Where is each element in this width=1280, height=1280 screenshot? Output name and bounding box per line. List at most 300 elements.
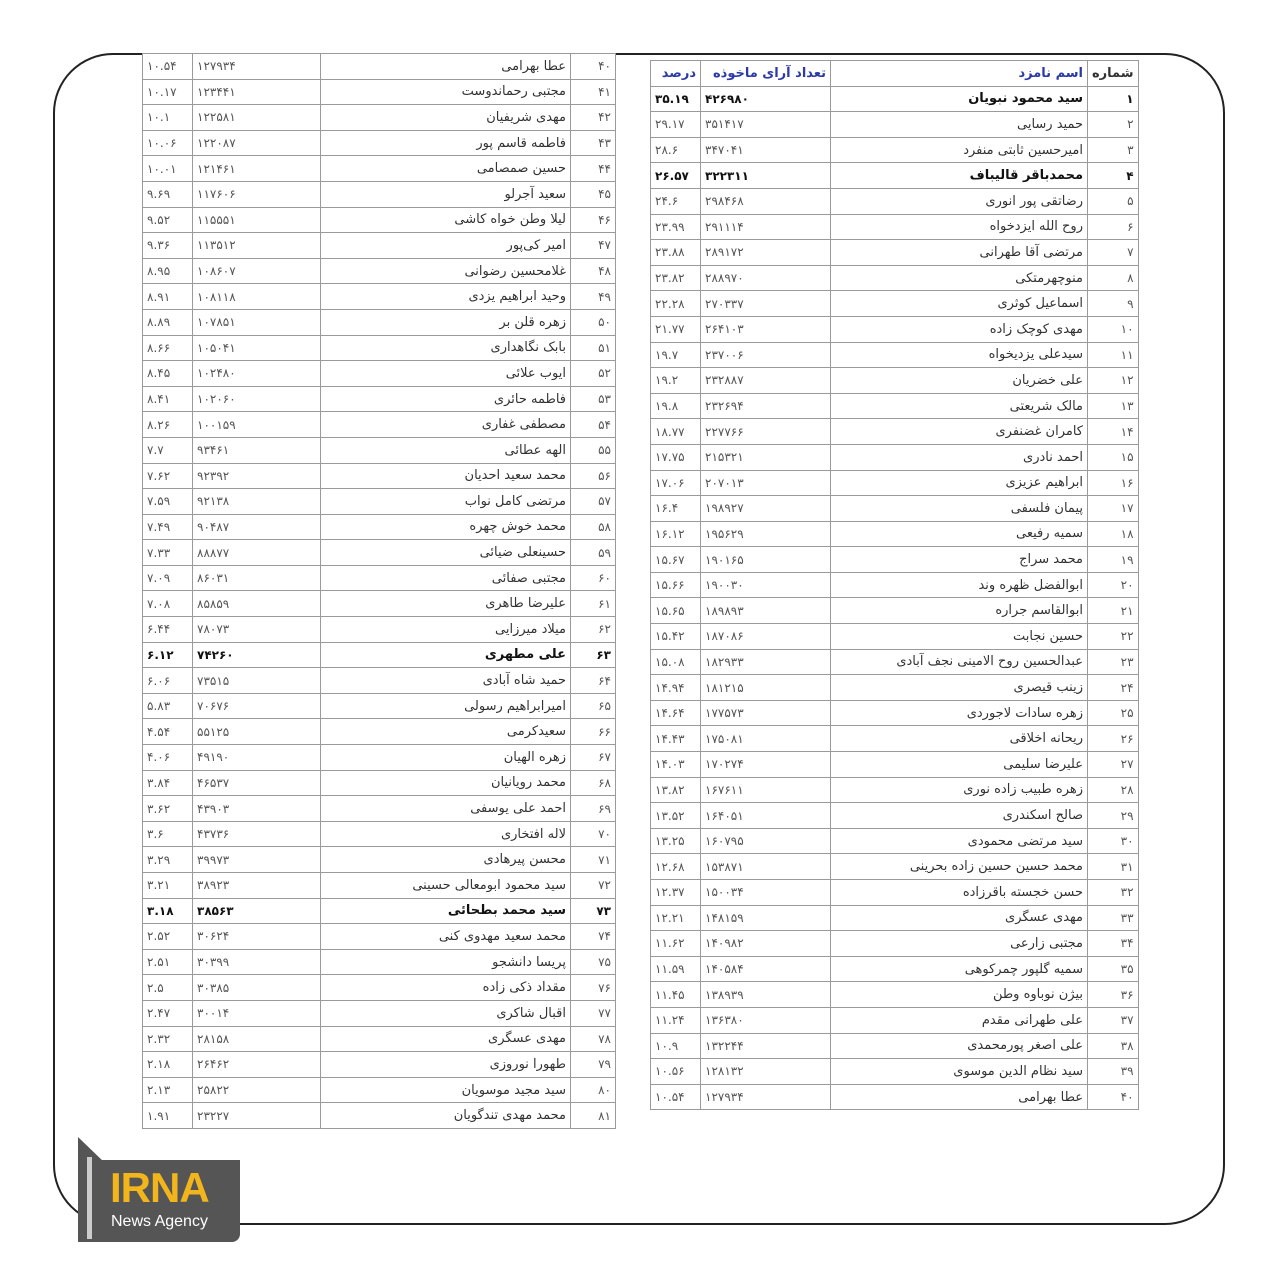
- table-row: [143, 130, 616, 156]
- table-row: [143, 361, 616, 387]
- candidate-votes: ۱۶۰۷۹۵: [701, 828, 831, 854]
- candidate-votes: ۳۸۵۶۳: [193, 898, 321, 924]
- table-row: [651, 112, 1139, 138]
- table-row: [651, 1033, 1139, 1059]
- table-row: [143, 1000, 616, 1026]
- candidate-votes: ۱۱۳۵۱۲: [193, 233, 321, 259]
- table-row: [651, 470, 1139, 496]
- candidate-name: منوچهرمتکی: [831, 265, 1088, 291]
- table-row: [143, 898, 616, 924]
- candidate-votes: ۸۵۸۵۹: [193, 591, 321, 617]
- candidate-number: ۳۵: [1088, 956, 1139, 982]
- candidate-name: محمد مهدی تندگویان: [321, 1103, 571, 1129]
- candidate-percent: ۱۲.۲۱: [651, 905, 701, 931]
- candidate-votes: ۵۵۱۲۵: [193, 719, 321, 745]
- candidate-votes: ۱۰۵۰۴۱: [193, 335, 321, 361]
- table-row: [651, 880, 1139, 906]
- candidate-votes: ۲۳۲۶۹۴: [701, 393, 831, 419]
- candidate-votes: ۲۹۸۴۶۸: [701, 188, 831, 214]
- candidate-votes: ۱۸۷۰۸۶: [701, 624, 831, 650]
- candidate-name: وحید ابراهیم یزدی: [321, 284, 571, 310]
- candidate-votes: ۴۳۷۳۶: [193, 821, 321, 847]
- table-row: [143, 591, 616, 617]
- candidate-name: زهره قلن بر: [321, 309, 571, 335]
- candidate-percent: ۳.۶۲: [143, 796, 193, 822]
- table-row: [143, 924, 616, 950]
- candidate-percent: ۱۰.۵۶: [651, 1059, 701, 1085]
- candidate-name: مقداد ذکی زاده: [321, 975, 571, 1001]
- candidate-number: ۶۲: [571, 617, 616, 643]
- candidate-number: ۱۶: [1088, 470, 1139, 496]
- candidate-percent: ۷.۶۲: [143, 463, 193, 489]
- candidate-name: غلامحسین رضوانی: [321, 258, 571, 284]
- candidate-number: ۴۳: [571, 130, 616, 156]
- table-row: [651, 342, 1139, 368]
- candidate-votes: ۱۹۸۹۲۷: [701, 496, 831, 522]
- candidate-name: عطا بهرامی: [321, 54, 571, 80]
- logo-brand-text: IRNA: [110, 1164, 209, 1211]
- candidate-percent: ۱۹.۷: [651, 342, 701, 368]
- candidate-percent: ۱۳.۵۲: [651, 803, 701, 829]
- irna-logo: [78, 1137, 240, 1242]
- candidate-percent: ۱۷.۰۶: [651, 470, 701, 496]
- candidate-votes: ۱۰۲۴۸۰: [193, 361, 321, 387]
- candidate-name: سمیه گلپور چمرکوهی: [831, 956, 1088, 982]
- candidate-percent: ۴.۵۴: [143, 719, 193, 745]
- candidate-votes: ۱۲۱۴۶۱: [193, 156, 321, 182]
- candidate-percent: ۲۳.۸۸: [651, 240, 701, 266]
- candidate-number: ۵۷: [571, 489, 616, 515]
- candidate-votes: ۴۲۶۹۸۰: [701, 86, 831, 112]
- candidate-votes: ۱۲۳۴۴۱: [193, 79, 321, 105]
- candidate-votes: ۱۰۷۸۵۱: [193, 309, 321, 335]
- candidate-votes: ۱۷۵۰۸۱: [701, 726, 831, 752]
- candidate-number: ۲۹: [1088, 803, 1139, 829]
- candidate-name: محمد رویانیان: [321, 770, 571, 796]
- table-row: [143, 796, 616, 822]
- candidate-name: سعیدکرمی: [321, 719, 571, 745]
- candidate-number: ۷۸: [571, 1026, 616, 1052]
- candidate-percent: ۲۴.۶: [651, 188, 701, 214]
- candidate-votes: ۲۱۵۳۲۱: [701, 444, 831, 470]
- candidate-number: ۳۸: [1088, 1033, 1139, 1059]
- candidate-number: ۵: [1088, 188, 1139, 214]
- candidate-percent: ۱۴.۴۳: [651, 726, 701, 752]
- candidate-votes: ۳۵۱۴۱۷: [701, 112, 831, 138]
- table-row: [143, 1077, 616, 1103]
- candidate-percent: ۱۹.۸: [651, 393, 701, 419]
- table-row: [651, 777, 1139, 803]
- candidate-votes: ۷۳۵۱۵: [193, 668, 321, 694]
- candidate-votes: ۲۶۴۶۲: [193, 1052, 321, 1078]
- table-row: [651, 828, 1139, 854]
- candidate-votes: ۲۸۸۹۷۰: [701, 265, 831, 291]
- candidate-percent: ۳.۸۴: [143, 770, 193, 796]
- candidate-number: ۶۸: [571, 770, 616, 796]
- candidate-votes: ۲۳۲۲۷: [193, 1103, 321, 1129]
- candidate-percent: ۳.۶: [143, 821, 193, 847]
- candidate-votes: ۱۴۸۱۵۹: [701, 905, 831, 931]
- candidate-name: مجتبی رحماندوست: [321, 79, 571, 105]
- candidate-votes: ۴۶۵۳۷: [193, 770, 321, 796]
- candidate-votes: ۱۸۲۹۳۳: [701, 649, 831, 675]
- candidate-percent: ۲۹.۱۷: [651, 112, 701, 138]
- candidate-name: الهه عطائی: [321, 437, 571, 463]
- table-row: [651, 803, 1139, 829]
- candidate-number: ۷۶: [571, 975, 616, 1001]
- candidate-number: ۶۰: [571, 565, 616, 591]
- candidate-percent: ۷.۳۳: [143, 540, 193, 566]
- candidate-votes: ۱۸۹۸۹۳: [701, 598, 831, 624]
- candidate-name: مرتضی کامل نواب: [321, 489, 571, 515]
- table-row: [143, 412, 616, 438]
- table-row: [651, 1059, 1139, 1085]
- candidate-name: لاله افتخاری: [321, 821, 571, 847]
- candidate-name: کامران غضنفری: [831, 419, 1088, 445]
- candidate-name: امیرابراهیم رسولی: [321, 693, 571, 719]
- candidate-name: مجتبی زارعی: [831, 931, 1088, 957]
- candidate-number: ۵۹: [571, 540, 616, 566]
- table-row: [143, 668, 616, 694]
- table-row: [651, 393, 1139, 419]
- table-row: [651, 572, 1139, 598]
- results-table-right: [650, 60, 1139, 1110]
- candidate-name: مصطفی غفاری: [321, 412, 571, 438]
- candidate-percent: ۸.۹۵: [143, 258, 193, 284]
- candidate-number: ۹: [1088, 291, 1139, 317]
- candidate-votes: ۸۸۸۷۷: [193, 540, 321, 566]
- candidate-name: سعید آجرلو: [321, 181, 571, 207]
- candidate-votes: ۱۱۵۵۵۱: [193, 207, 321, 233]
- candidate-name: طهورا نوروزی: [321, 1052, 571, 1078]
- candidate-name: مهدی شریفیان: [321, 105, 571, 131]
- candidate-number: ۲۵: [1088, 700, 1139, 726]
- table-row: [651, 86, 1139, 112]
- candidate-name: حسن خجسته باقرزاده: [831, 880, 1088, 906]
- candidate-votes: ۲۷۰۳۳۷: [701, 291, 831, 317]
- table-row: [143, 1103, 616, 1129]
- candidate-percent: ۷.۷: [143, 437, 193, 463]
- candidate-name: حمید شاه آبادی: [321, 668, 571, 694]
- candidate-number: ۱۷: [1088, 496, 1139, 522]
- candidate-percent: ۷.۴۹: [143, 514, 193, 540]
- table-row: [143, 79, 616, 105]
- candidate-number: ۴۱: [571, 79, 616, 105]
- candidate-number: ۲۳: [1088, 649, 1139, 675]
- candidate-votes: ۱۲۷۹۳۴: [701, 1084, 831, 1110]
- table-row: [651, 1084, 1139, 1110]
- candidate-number: ۴۰: [1088, 1084, 1139, 1110]
- candidate-number: ۲۰: [1088, 572, 1139, 598]
- candidate-percent: ۱۱.۴۵: [651, 982, 701, 1008]
- candidate-name: حمید رسایی: [831, 112, 1088, 138]
- candidate-name: علی اصغر پورمحمدی: [831, 1033, 1088, 1059]
- candidate-votes: ۱۵۳۸۷۱: [701, 854, 831, 880]
- candidate-number: ۳۴: [1088, 931, 1139, 957]
- candidate-number: ۱۳: [1088, 393, 1139, 419]
- candidate-name: علی مطهری: [321, 642, 571, 668]
- candidate-percent: ۹.۳۶: [143, 233, 193, 259]
- candidate-name: علی خضریان: [831, 368, 1088, 394]
- candidate-votes: ۲۳۲۸۸۷: [701, 368, 831, 394]
- table-row: [651, 752, 1139, 778]
- candidate-number: ۲۱: [1088, 598, 1139, 624]
- candidate-name: ابوالقاسم جراره: [831, 598, 1088, 624]
- table-row: [651, 419, 1139, 445]
- table-row: [143, 847, 616, 873]
- candidate-name: محمد حسین حسین زاده بحرینی: [831, 854, 1088, 880]
- candidate-name: صالح اسکندری: [831, 803, 1088, 829]
- candidate-votes: ۳۰۰۱۴: [193, 1000, 321, 1026]
- logo-subtitle: News Agency: [111, 1213, 208, 1230]
- candidate-votes: ۱۲۷۹۳۴: [193, 54, 321, 80]
- candidate-name: مالک شریعتی: [831, 393, 1088, 419]
- candidate-name: مهدی کوچک زاده: [831, 316, 1088, 342]
- candidate-percent: ۲.۱۸: [143, 1052, 193, 1078]
- candidate-number: ۳۱: [1088, 854, 1139, 880]
- table-row: [143, 693, 616, 719]
- table-row: [143, 540, 616, 566]
- candidate-number: ۶۵: [571, 693, 616, 719]
- candidate-number: ۱۰: [1088, 316, 1139, 342]
- candidate-name: علیرضا طاهری: [321, 591, 571, 617]
- table-row: [651, 624, 1139, 650]
- candidate-votes: ۱۳۲۲۴۴: [701, 1033, 831, 1059]
- candidate-percent: ۲۶.۵۷: [651, 163, 701, 189]
- candidate-number: ۶۷: [571, 745, 616, 771]
- candidate-votes: ۲۸۹۱۷۲: [701, 240, 831, 266]
- candidate-percent: ۱۵.۰۸: [651, 649, 701, 675]
- candidate-votes: ۱۴۰۵۸۴: [701, 956, 831, 982]
- table-row: [651, 598, 1139, 624]
- candidate-percent: ۱۶.۱۲: [651, 521, 701, 547]
- candidate-number: ۴۵: [571, 181, 616, 207]
- right-table-body: [651, 86, 1139, 1110]
- candidate-name: ابوالفضل ظهره وند: [831, 572, 1088, 598]
- table-row: [651, 649, 1139, 675]
- candidate-percent: ۲.۱۳: [143, 1077, 193, 1103]
- candidate-votes: ۲۲۷۷۶۶: [701, 419, 831, 445]
- candidate-votes: ۳۰۳۸۵: [193, 975, 321, 1001]
- candidate-number: ۷۷: [571, 1000, 616, 1026]
- candidate-name: احمد نادری: [831, 444, 1088, 470]
- candidate-name: فاطمه حائری: [321, 386, 571, 412]
- table-row: [143, 975, 616, 1001]
- candidate-votes: ۱۴۰۹۸۲: [701, 931, 831, 957]
- candidate-name: بیژن نوباوه وطن: [831, 982, 1088, 1008]
- header-percent: درصد: [651, 61, 701, 87]
- candidate-votes: ۱۰۲۰۶۰: [193, 386, 321, 412]
- candidate-percent: ۲۳.۹۹: [651, 214, 701, 240]
- candidate-percent: ۱۰.۱: [143, 105, 193, 131]
- candidate-number: ۵۰: [571, 309, 616, 335]
- candidate-votes: ۱۹۵۶۲۹: [701, 521, 831, 547]
- candidate-name: حسین نجابت: [831, 624, 1088, 650]
- candidate-percent: ۱۰.۵۴: [651, 1084, 701, 1110]
- candidate-percent: ۴.۰۶: [143, 745, 193, 771]
- table-row: [143, 489, 616, 515]
- table-row: [651, 726, 1139, 752]
- table-row: [651, 931, 1139, 957]
- candidate-percent: ۱۹.۲: [651, 368, 701, 394]
- candidate-number: ۲۶: [1088, 726, 1139, 752]
- candidate-name: محمدباقر قالیباف: [831, 163, 1088, 189]
- table-row: [143, 181, 616, 207]
- candidate-name: سید مرتضی محمودی: [831, 828, 1088, 854]
- table-row: [143, 821, 616, 847]
- candidate-votes: ۱۰۸۱۱۸: [193, 284, 321, 310]
- table-row: [651, 188, 1139, 214]
- candidate-number: ۳۷: [1088, 1007, 1139, 1033]
- candidate-percent: ۲۳.۸۲: [651, 265, 701, 291]
- candidate-name: ایوب علائی: [321, 361, 571, 387]
- candidate-percent: ۱۵.۶۶: [651, 572, 701, 598]
- table-row: [651, 905, 1139, 931]
- table-row: [651, 675, 1139, 701]
- candidate-percent: ۱۴.۹۴: [651, 675, 701, 701]
- table-row: [143, 309, 616, 335]
- candidate-name: لیلا وطن خواه کاشی: [321, 207, 571, 233]
- candidate-votes: ۳۰۳۹۹: [193, 949, 321, 975]
- table-row: [143, 233, 616, 259]
- candidate-name: زهره الهیان: [321, 745, 571, 771]
- candidate-percent: ۹.۶۹: [143, 181, 193, 207]
- candidate-votes: ۱۳۸۹۳۹: [701, 982, 831, 1008]
- candidate-name: سید مجید موسویان: [321, 1077, 571, 1103]
- candidate-number: ۸۰: [571, 1077, 616, 1103]
- table-header-row: [651, 61, 1139, 87]
- table-row: [651, 368, 1139, 394]
- candidate-percent: ۱۵.۶۷: [651, 547, 701, 573]
- candidate-number: ۳۶: [1088, 982, 1139, 1008]
- candidate-name: سیدعلی یزدیخواه: [831, 342, 1088, 368]
- candidate-name: علیرضا سلیمی: [831, 752, 1088, 778]
- candidate-votes: ۷۸۰۷۳: [193, 617, 321, 643]
- candidate-votes: ۳۲۲۳۱۱: [701, 163, 831, 189]
- table-row: [143, 770, 616, 796]
- candidate-number: ۵۶: [571, 463, 616, 489]
- candidate-percent: ۳.۲۱: [143, 873, 193, 899]
- candidate-percent: ۶.۴۴: [143, 617, 193, 643]
- candidate-number: ۳۹: [1088, 1059, 1139, 1085]
- candidate-percent: ۱۰.۰۱: [143, 156, 193, 182]
- candidate-percent: ۱۸.۷۷: [651, 419, 701, 445]
- candidate-number: ۷: [1088, 240, 1139, 266]
- table-row: [143, 258, 616, 284]
- candidate-number: ۷۳: [571, 898, 616, 924]
- candidate-number: ۸: [1088, 265, 1139, 291]
- candidate-number: ۶۴: [571, 668, 616, 694]
- candidate-percent: ۲.۵۱: [143, 949, 193, 975]
- candidate-number: ۱: [1088, 86, 1139, 112]
- candidate-number: ۵۸: [571, 514, 616, 540]
- candidate-percent: ۳.۱۸: [143, 898, 193, 924]
- candidate-votes: ۱۱۷۶۰۶: [193, 181, 321, 207]
- candidate-name: سید محمود ابومعالی حسینی: [321, 873, 571, 899]
- candidate-number: ۴۹: [571, 284, 616, 310]
- candidate-number: ۳۳: [1088, 905, 1139, 931]
- candidate-number: ۶۱: [571, 591, 616, 617]
- table-row: [651, 214, 1139, 240]
- candidate-votes: ۱۶۷۶۱۱: [701, 777, 831, 803]
- candidate-votes: ۱۰۰۱۵۹: [193, 412, 321, 438]
- table-row: [143, 54, 616, 80]
- table-row: [143, 156, 616, 182]
- candidate-percent: ۱۱.۲۴: [651, 1007, 701, 1033]
- candidate-percent: ۸.۸۹: [143, 309, 193, 335]
- table-row: [651, 265, 1139, 291]
- table-row: [651, 444, 1139, 470]
- candidate-votes: ۱۹۰۰۳۰: [701, 572, 831, 598]
- candidate-name: ریحانه اخلاقی: [831, 726, 1088, 752]
- candidate-name: فاطمه قاسم پور: [321, 130, 571, 156]
- candidate-number: ۷۱: [571, 847, 616, 873]
- table-row: [143, 437, 616, 463]
- candidate-percent: ۱۱.۶۲: [651, 931, 701, 957]
- candidate-number: ۵۱: [571, 335, 616, 361]
- candidate-name: مجتبی صفائی: [321, 565, 571, 591]
- table-row: [143, 642, 616, 668]
- candidate-percent: ۹.۵۲: [143, 207, 193, 233]
- candidate-number: ۱۲: [1088, 368, 1139, 394]
- candidate-number: ۱۵: [1088, 444, 1139, 470]
- table-row: [143, 105, 616, 131]
- candidate-votes: ۷۴۲۶۰: [193, 642, 321, 668]
- candidate-name: سید نظام الدین موسوی: [831, 1059, 1088, 1085]
- candidate-percent: ۲.۵۲: [143, 924, 193, 950]
- candidate-number: ۲۴: [1088, 675, 1139, 701]
- table-row: [651, 547, 1139, 573]
- candidate-number: ۵۵: [571, 437, 616, 463]
- candidate-votes: ۱۷۷۵۷۳: [701, 700, 831, 726]
- table-row: [651, 496, 1139, 522]
- candidate-percent: ۱.۹۱: [143, 1103, 193, 1129]
- candidate-number: ۶۶: [571, 719, 616, 745]
- candidate-votes: ۴۹۱۹۰: [193, 745, 321, 771]
- table-row: [651, 137, 1139, 163]
- candidate-name: مرتضی آقا طهرانی: [831, 240, 1088, 266]
- candidate-percent: ۷.۵۹: [143, 489, 193, 515]
- candidate-votes: ۱۹۰۱۶۵: [701, 547, 831, 573]
- candidate-percent: ۱۱.۵۹: [651, 956, 701, 982]
- table-row: [651, 521, 1139, 547]
- table-row: [143, 514, 616, 540]
- candidate-percent: ۱۴.۶۴: [651, 700, 701, 726]
- candidate-votes: ۳۴۷۰۴۱: [701, 137, 831, 163]
- candidate-votes: ۱۶۴۰۵۱: [701, 803, 831, 829]
- candidate-votes: ۱۸۱۲۱۵: [701, 675, 831, 701]
- header-number: شماره: [1088, 61, 1139, 87]
- candidate-percent: ۱۰.۹: [651, 1033, 701, 1059]
- candidate-number: ۶۳: [571, 642, 616, 668]
- header-votes: تعداد آرای ماخوذه: [701, 61, 831, 87]
- candidate-name: بابک نگاهداری: [321, 335, 571, 361]
- candidate-percent: ۱۰.۰۶: [143, 130, 193, 156]
- candidate-percent: ۱۳.۲۵: [651, 828, 701, 854]
- candidate-percent: ۸.۴۱: [143, 386, 193, 412]
- candidate-votes: ۲۸۱۵۸: [193, 1026, 321, 1052]
- candidate-name: اسماعیل کوثری: [831, 291, 1088, 317]
- candidate-number: ۴: [1088, 163, 1139, 189]
- candidate-percent: ۲.۵: [143, 975, 193, 1001]
- candidate-percent: ۷.۰۹: [143, 565, 193, 591]
- left-table-body: [143, 54, 616, 1129]
- candidate-name: زهره سادات لاجوردی: [831, 700, 1088, 726]
- candidate-name: ابراهیم عزیزی: [831, 470, 1088, 496]
- candidate-number: ۶۹: [571, 796, 616, 822]
- candidate-percent: ۱۷.۷۵: [651, 444, 701, 470]
- table-row: [651, 240, 1139, 266]
